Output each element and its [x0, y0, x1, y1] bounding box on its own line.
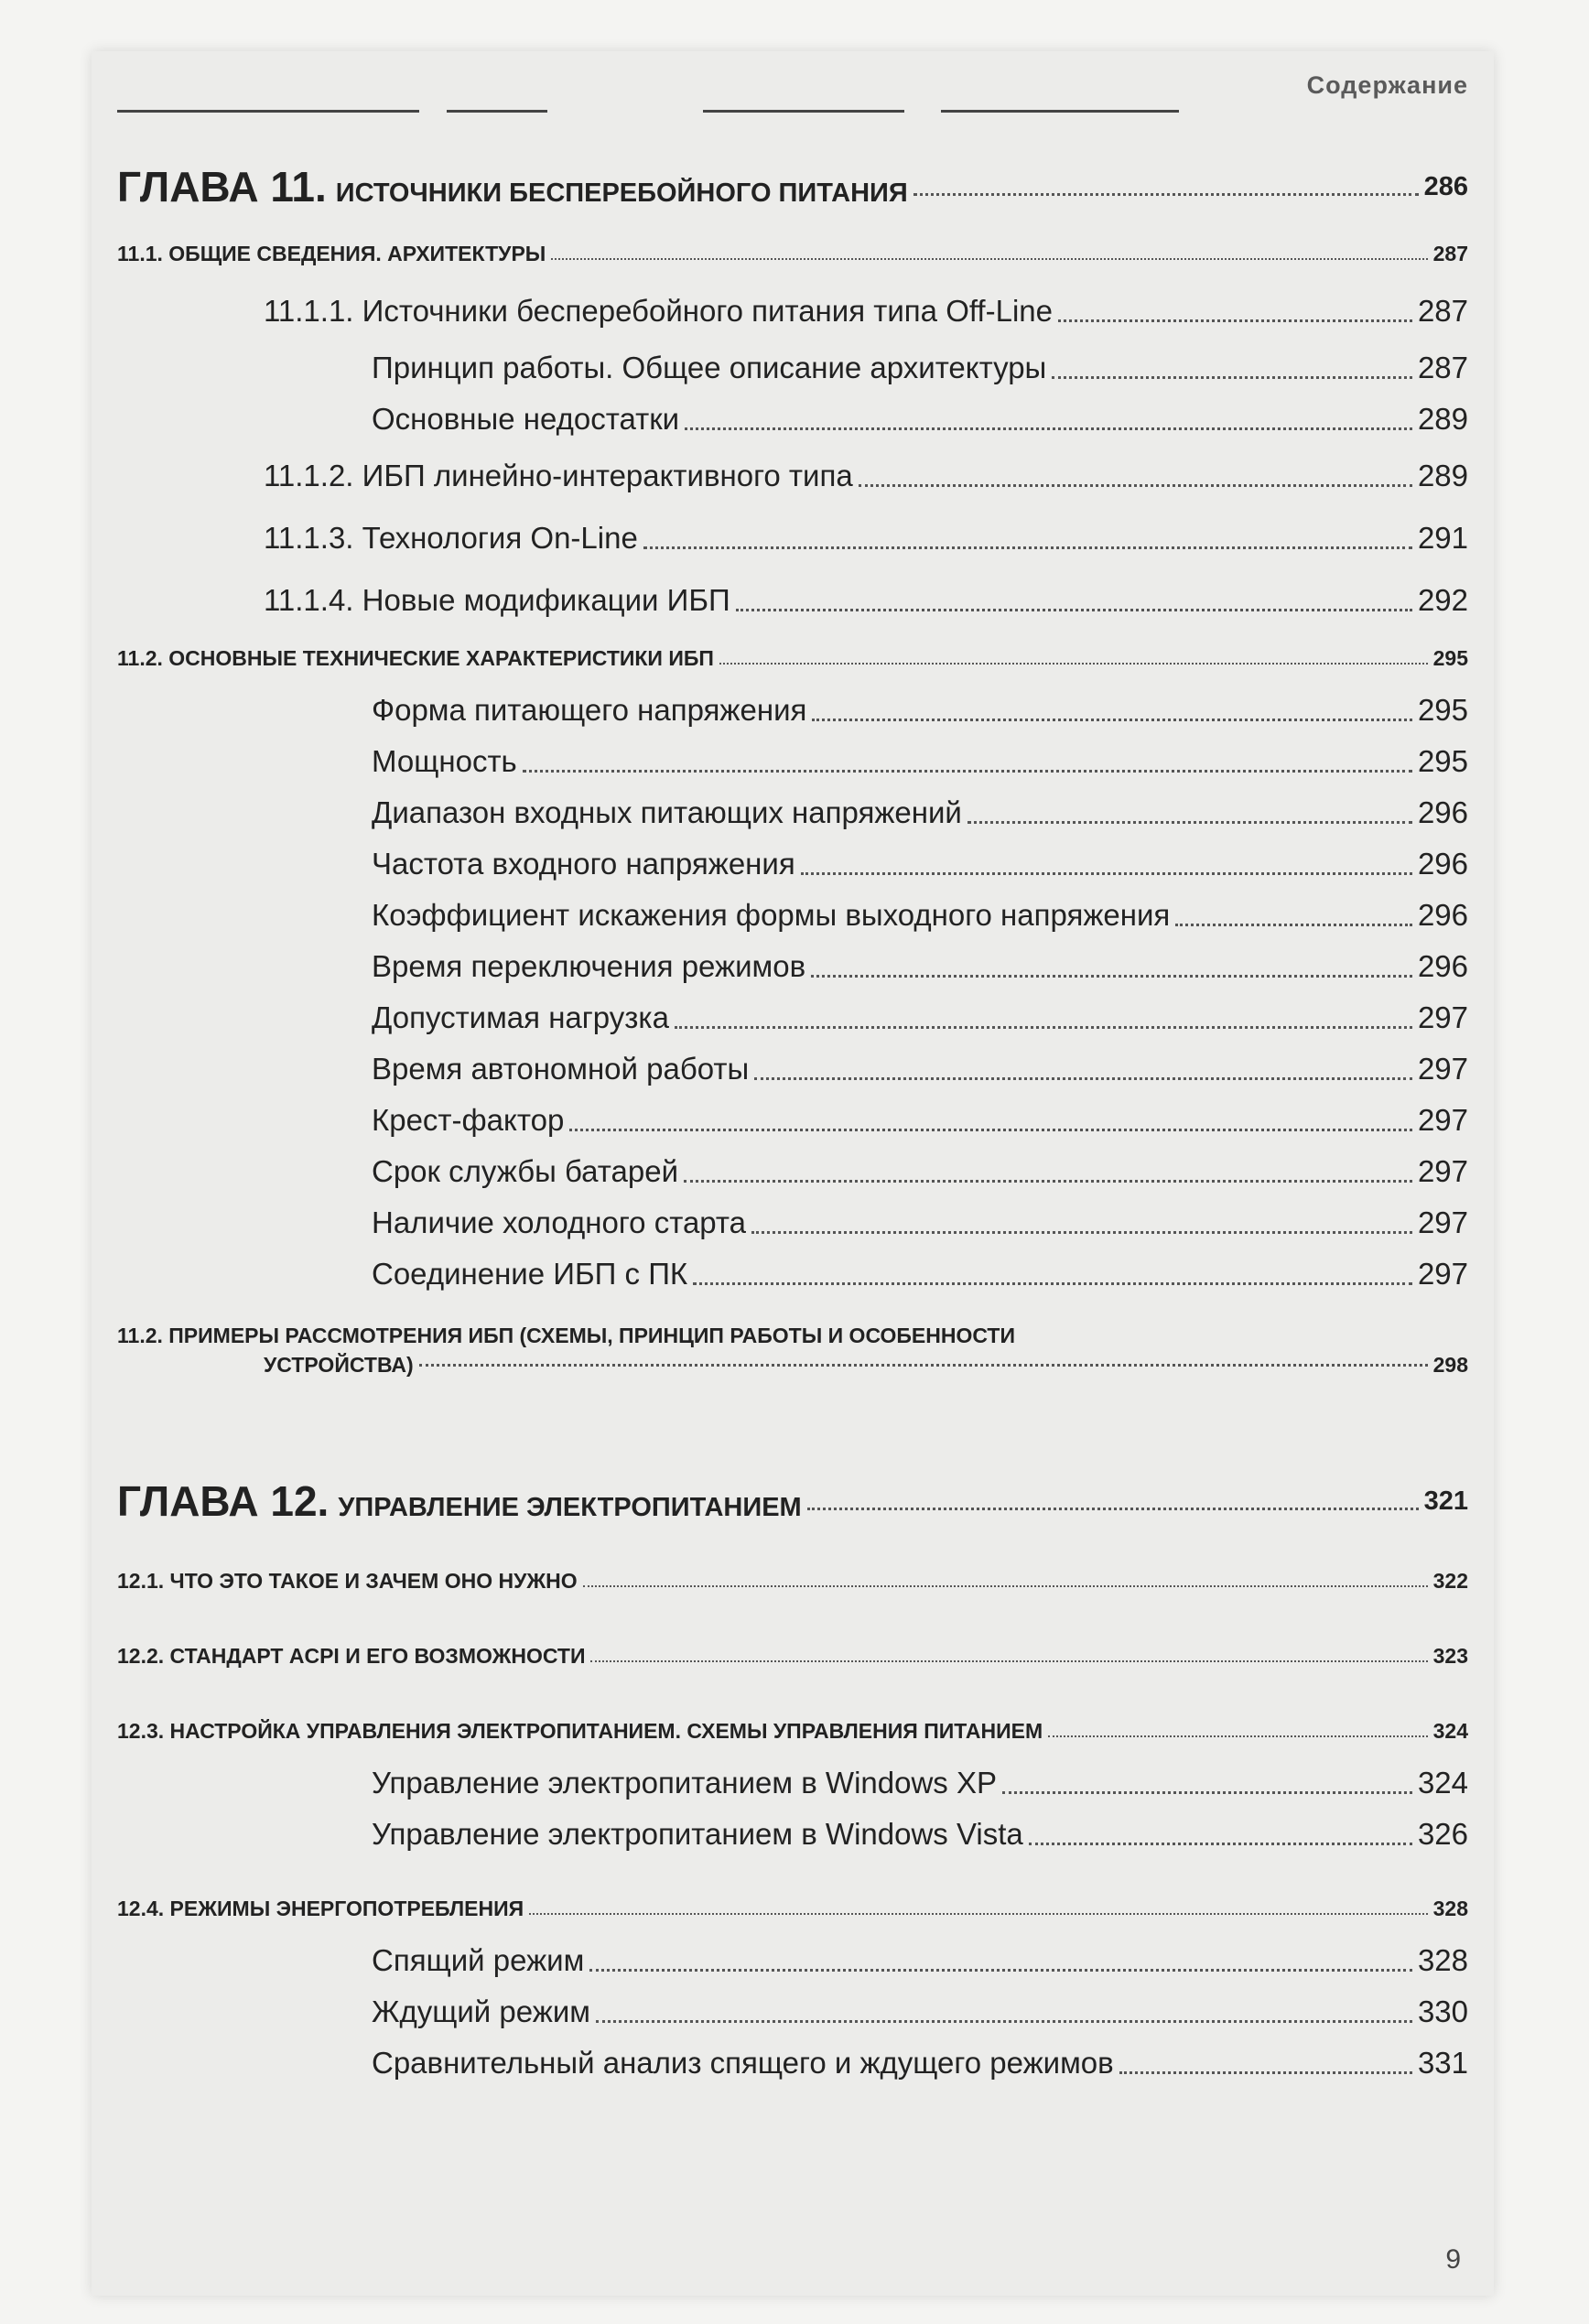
dot-leader	[419, 1364, 1428, 1367]
section-11-1-entry[interactable]	[117, 227, 1468, 280]
chapter-title: ИСТОЧНИКИ БЕСПЕРЕБОЙНОГО ПИТАНИЯ	[335, 178, 908, 208]
page-ref: 297	[1417, 1000, 1468, 1034]
page-ref: 326	[1417, 1817, 1468, 1851]
page-ref: 296	[1417, 949, 1468, 983]
section-title: 11.1. ОБЩИЕ СВЕДЕНИЯ. АРХИТЕКТУРЫ	[117, 241, 546, 265]
section-12-4-entry[interactable]	[117, 1882, 1468, 1935]
header-rule	[703, 110, 904, 113]
toc-entry[interactable]	[117, 941, 1468, 992]
dot-leader	[859, 484, 1412, 487]
entry-title: Время переключения режимов	[372, 949, 806, 983]
entry-title: Соединение ИБП с ПК	[372, 1257, 688, 1291]
table-of-contents	[117, 146, 1468, 2089]
entry-title: Частота входного напряжения	[372, 847, 795, 881]
entry-title: Мощность	[372, 744, 517, 778]
entry-title: Время автономной работы	[372, 1052, 750, 1086]
section-title: 12.2. СТАНДАРТ ACPI И ЕГО ВОЗМОЖНОСТИ	[117, 1643, 586, 1668]
header-title: Содержание	[1306, 71, 1468, 99]
toc-entry[interactable]	[117, 1809, 1468, 1860]
dot-leader	[754, 1077, 1412, 1080]
section-title: 11.2. ПРИМЕРЫ РАССМОТРЕНИЯ ИБП (СХЕМЫ, ПРИНЦИП РАБОТЫ И ОСОБЕННОСТИ	[117, 1324, 1015, 1347]
section-title: 12.3. НАСТРОЙКА УПРАВЛЕНИЯ ЭЛЕКТРОПИТАНИЕМ. СХЕМЫ УПРАВЛЕНИЯ ПИТАНИЕМ	[117, 1718, 1043, 1743]
page-ref: 295	[1417, 744, 1468, 778]
toc-entry[interactable]	[117, 2038, 1468, 2089]
toc-entry[interactable]	[117, 1146, 1468, 1197]
dot-leader	[685, 427, 1412, 430]
dot-leader	[590, 1660, 1427, 1662]
entry-title: Крест-фактор	[372, 1103, 565, 1137]
toc-entry[interactable]	[117, 445, 1468, 507]
toc-entry[interactable]	[117, 342, 1468, 394]
page-ref: 324	[1417, 1766, 1468, 1800]
entry-title: Коэффициент искажения формы выходного напряжения	[372, 898, 1171, 932]
section-12-1-entry[interactable]	[117, 1554, 1468, 1607]
page-ref: 287	[1417, 294, 1468, 328]
page-ref: 287	[1432, 241, 1468, 265]
page-ref: 330	[1417, 1994, 1468, 2028]
dot-leader	[811, 975, 1412, 978]
entry-title: Спящий режим	[372, 1943, 585, 1977]
page-ref: 297	[1417, 1205, 1468, 1239]
header-rule	[117, 110, 419, 113]
toc-entry[interactable]	[117, 569, 1468, 632]
page-ref: 289	[1417, 459, 1468, 492]
toc-entry[interactable]	[117, 1986, 1468, 2038]
dot-leader	[675, 1026, 1412, 1029]
dot-leader	[1002, 1791, 1412, 1794]
dot-leader	[589, 1969, 1412, 1972]
entry-title: Срок службы батарей	[372, 1154, 679, 1188]
page-ref: 323	[1432, 1643, 1468, 1668]
chapter-11-entry[interactable]	[117, 146, 1468, 227]
page-ref: 297	[1417, 1257, 1468, 1291]
page-ref: 328	[1432, 1896, 1468, 1920]
toc-entry[interactable]	[117, 1248, 1468, 1300]
section-title: 12.1. ЧТО ЭТО ТАКОЕ И ЗАЧЕМ ОНО НУЖНО	[117, 1568, 578, 1593]
chapter-label: ГЛАВА 11.	[117, 163, 327, 211]
entry-title: 11.1.3. Технология On-Line	[264, 521, 638, 555]
toc-entry[interactable]	[117, 890, 1468, 941]
toc-entry[interactable]	[117, 1197, 1468, 1248]
entry-title: Управление электропитанием в Windows XP	[372, 1766, 997, 1800]
chapter-label: ГЛАВА 12.	[117, 1477, 330, 1525]
dot-leader	[583, 1585, 1428, 1587]
dot-leader	[751, 1231, 1412, 1234]
page-ref: 296	[1417, 847, 1468, 881]
toc-entry[interactable]	[117, 1935, 1468, 1986]
toc-entry[interactable]	[117, 394, 1468, 445]
section-11-2-entry[interactable]	[117, 632, 1468, 685]
chapter-12-entry[interactable]	[117, 1461, 1468, 1541]
dot-leader	[719, 663, 1428, 665]
toc-entry[interactable]	[117, 507, 1468, 569]
dot-leader	[569, 1129, 1412, 1131]
dot-leader	[1119, 2071, 1412, 2074]
page-ref: 321	[1423, 1486, 1468, 1516]
toc-entry[interactable]	[117, 1095, 1468, 1146]
entry-title: Диапазон входных питающих напряжений	[372, 795, 962, 829]
page-ref: 328	[1417, 1943, 1468, 1977]
header-rule	[447, 110, 547, 113]
section-title-continued: УСТРОЙСТВА)	[264, 1353, 414, 1377]
page-ref: 322	[1432, 1568, 1468, 1593]
toc-entry[interactable]	[117, 1043, 1468, 1095]
dot-leader	[643, 546, 1412, 549]
entry-title: Форма питающего напряжения	[372, 693, 807, 727]
page-ref: 331	[1417, 2046, 1468, 2080]
dot-leader	[801, 872, 1412, 875]
dot-leader	[1175, 924, 1412, 926]
entry-title: 11.1.1. Источники бесперебойного питания типа Off-Line	[264, 294, 1053, 328]
dot-leader	[812, 719, 1412, 721]
dot-leader	[596, 2020, 1412, 2023]
entry-title: Управление электропитанием в Windows Vista	[372, 1817, 1023, 1851]
page-ref: 297	[1417, 1154, 1468, 1188]
toc-entry[interactable]	[117, 992, 1468, 1043]
section-title: 11.2. ОСНОВНЫЕ ТЕХНИЧЕСКИЕ ХАРАКТЕРИСТИКИ ИБП	[117, 645, 714, 670]
page-ref: 296	[1417, 795, 1468, 829]
page-ref: 297	[1417, 1052, 1468, 1086]
toc-entry[interactable]	[117, 280, 1468, 342]
page-ref: 295	[1432, 645, 1468, 670]
entry-title: Ждущий режим	[372, 1994, 590, 2028]
page-ref: 295	[1417, 693, 1468, 727]
header-rule	[941, 110, 1179, 113]
toc-entry[interactable]	[117, 838, 1468, 890]
toc-entry[interactable]	[117, 685, 1468, 736]
entry-title: Сравнительный анализ спящего и ждущего режимов	[372, 2046, 1114, 2080]
page-number: 9	[1445, 2244, 1461, 2275]
page-ref: 298	[1432, 1353, 1468, 1377]
dot-leader	[807, 1508, 1419, 1510]
entry-title: 11.1.4. Новые модификации ИБП	[264, 583, 730, 617]
dot-leader	[693, 1282, 1412, 1285]
dot-leader	[551, 258, 1427, 260]
page-ref: 291	[1417, 521, 1468, 555]
chapter-title: УПРАВЛЕНИЕ ЭЛЕКТРОПИТАНИЕМ	[338, 1493, 802, 1522]
page-ref: 292	[1417, 583, 1468, 617]
dot-leader	[1052, 376, 1412, 379]
section-title: 12.4. РЕЖИМЫ ЭНЕРГОПОТРЕБЛЕНИЯ	[117, 1896, 524, 1920]
entry-title: Основные недостатки	[372, 402, 680, 436]
entry-title: Допустимая нагрузка	[372, 1000, 669, 1034]
toc-entry[interactable]	[117, 787, 1468, 838]
dot-leader	[1058, 319, 1412, 322]
entry-title: Наличие холодного старта	[372, 1205, 747, 1239]
toc-entry[interactable]	[117, 1757, 1468, 1809]
page-ref: 289	[1417, 402, 1468, 436]
dot-leader	[736, 609, 1412, 611]
dot-leader	[529, 1913, 1427, 1915]
dot-leader	[1048, 1735, 1428, 1737]
dot-leader	[913, 193, 1419, 196]
entry-title: Принцип работы. Общее описание архитектуры	[372, 351, 1047, 384]
dot-leader	[967, 821, 1412, 824]
section-12-2-entry[interactable]	[117, 1629, 1468, 1682]
running-header	[117, 68, 1468, 113]
entry-title: 11.1.2. ИБП линейно-интерактивного типа	[264, 459, 853, 492]
page-ref: 296	[1417, 898, 1468, 932]
section-12-3-entry[interactable]	[117, 1704, 1468, 1757]
page-ref: 287	[1417, 351, 1468, 384]
dot-leader	[523, 770, 1412, 773]
page-ref: 286	[1423, 171, 1468, 201]
toc-entry[interactable]	[117, 736, 1468, 787]
dot-leader	[684, 1180, 1412, 1183]
page-ref: 324	[1432, 1718, 1468, 1743]
section-11-2-examples-entry[interactable]	[117, 1318, 1468, 1388]
dot-leader	[1029, 1843, 1412, 1845]
page-ref: 297	[1417, 1103, 1468, 1137]
